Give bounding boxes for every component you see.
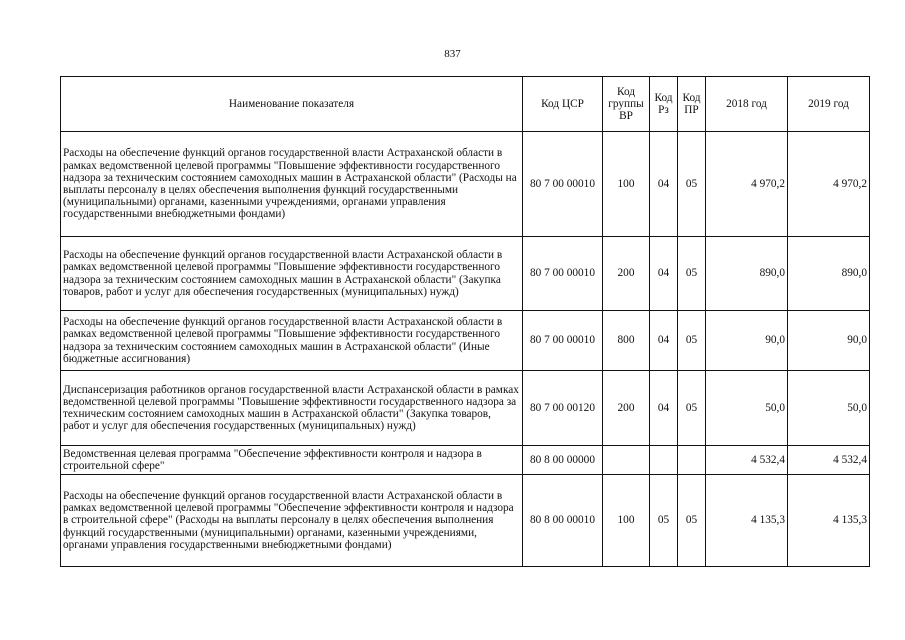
row-vr: 100 — [603, 475, 650, 567]
row-pr: 05 — [678, 371, 706, 446]
row-pr: 05 — [678, 475, 706, 567]
row-2019: 4 532,4 — [788, 446, 870, 475]
row-rz: 04 — [650, 132, 678, 237]
row-csr: 80 7 00 00010 — [523, 237, 603, 311]
header-2019: 2019 год — [788, 77, 870, 132]
row-csr: 80 8 00 00000 — [523, 446, 603, 475]
row-pr: 05 — [678, 132, 706, 237]
row-name: Расходы на обеспечение функций органов государственной власти Астраханской области в рамках ведомственной целевой программы "Повышение эффективности государственного надзора за техническим состоянием самоходных машин в Астраханской области" (Закупка товаров, работ и услуг для обеспечения государственных (муниципальных) нужд) — [61, 237, 523, 311]
row-2019: 890,0 — [788, 237, 870, 311]
row-csr: 80 7 00 00010 — [523, 132, 603, 237]
row-rz — [650, 446, 678, 475]
row-rz: 04 — [650, 311, 678, 371]
header-csr: Код ЦСР — [523, 77, 603, 132]
row-pr: 05 — [678, 311, 706, 371]
row-2018: 4 532,4 — [706, 446, 788, 475]
row-vr: 200 — [603, 237, 650, 311]
row-rz: 05 — [650, 475, 678, 567]
table-row — [61, 446, 870, 475]
row-2019: 4 135,3 — [788, 475, 870, 567]
row-pr: 05 — [678, 237, 706, 311]
row-rz: 04 — [650, 237, 678, 311]
row-pr — [678, 446, 706, 475]
row-2018: 50,0 — [706, 371, 788, 446]
row-2018: 4 970,2 — [706, 132, 788, 237]
row-2019: 4 970,2 — [788, 132, 870, 237]
table-row — [61, 237, 870, 311]
row-csr: 80 7 00 00010 — [523, 311, 603, 371]
row-csr: 80 7 00 00120 — [523, 371, 603, 446]
row-vr: 800 — [603, 311, 650, 371]
row-vr — [603, 446, 650, 475]
row-vr: 200 — [603, 371, 650, 446]
header-2018: 2018 год — [706, 77, 788, 132]
row-name: Диспансеризация работников органов государственной власти Астраханской области в рамках ведомственной целевой программы "Повышение эффективности государственного надзора за техническим состоянием самоходных машин в Астраханской области" (Закупка товаров, работ и услуг для обеспечения государственных (муниципальных) нужд) — [61, 371, 523, 446]
row-csr: 80 8 00 00010 — [523, 475, 603, 567]
row-2019: 50,0 — [788, 371, 870, 446]
row-vr: 100 — [603, 132, 650, 237]
row-2018: 4 135,3 — [706, 475, 788, 567]
row-name: Расходы на обеспечение функций органов государственной власти Астраханской области в рамках ведомственной целевой программы "Обеспечение эффективности контроля и надзора в строительной сфере" (Расходы на выплаты персоналу в целях обеспечения выполнения функций государственными (муниципальными) органами, казенными учреждениями, органами управления государственными внебюджетными фондами) — [61, 475, 523, 567]
budget-table — [60, 76, 870, 567]
table-row — [61, 371, 870, 446]
header-rz: Код Рз — [650, 77, 678, 132]
header-vr: Код группы ВР — [603, 77, 650, 132]
row-name: Расходы на обеспечение функций органов государственной власти Астраханской области в рамках ведомственной целевой программы "Повышение эффективности государственного надзора за техническим состоянием самоходных машин в Астраханской области" (Иные бюджетные ассигнования) — [61, 311, 523, 371]
header-name: Наименование показателя — [61, 77, 523, 132]
table-row — [61, 311, 870, 371]
row-2018: 90,0 — [706, 311, 788, 371]
row-name: Расходы на обеспечение функций органов государственной власти Астраханской области в рамках ведомственной целевой программы "Повышение эффективности государственного надзора за техническим состоянием самоходных машин в Астраханской области" (Расходы на выплаты персоналу в целях обеспечения выполнения функций государственными (муниципальными) органами, казенными учреждениями, органами управления государственными внебюджетными фондами) — [61, 132, 523, 237]
row-name: Ведомственная целевая программа "Обеспечение эффективности контроля и надзора в строительной сфере" — [61, 446, 523, 475]
page-number: 837 — [444, 48, 461, 60]
table-row — [61, 132, 870, 237]
row-rz: 04 — [650, 371, 678, 446]
table-row — [61, 475, 870, 567]
table-header-row — [61, 77, 870, 132]
row-2018: 890,0 — [706, 237, 788, 311]
row-2019: 90,0 — [788, 311, 870, 371]
header-pr: Код ПР — [678, 77, 706, 132]
